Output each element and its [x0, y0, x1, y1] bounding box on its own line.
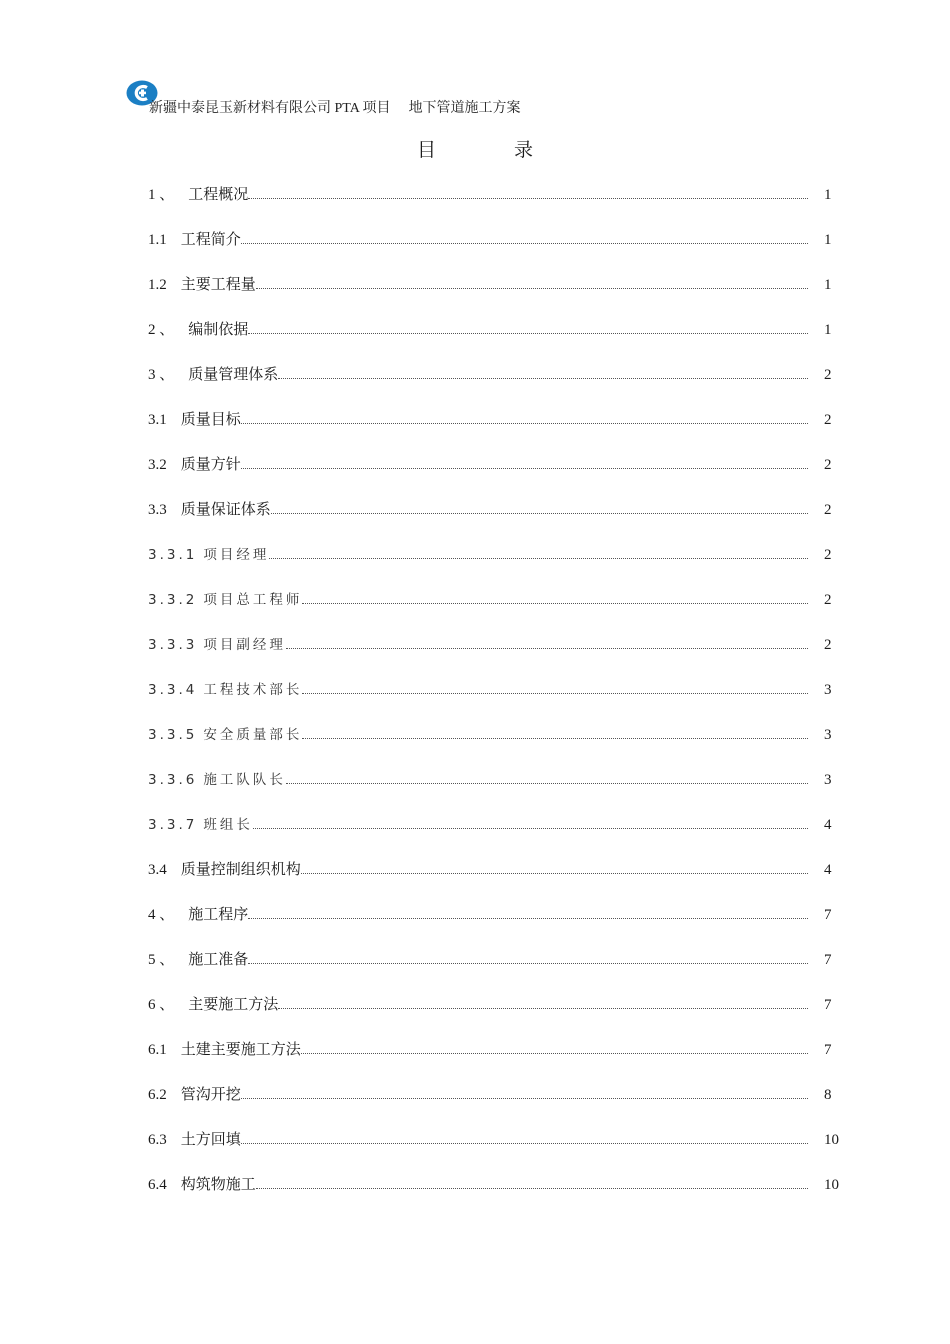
- toc-entry-label: 土建主要施工方法: [180, 1042, 301, 1058]
- toc-dot-leader: [248, 903, 808, 919]
- toc-entry-label: 编制依据: [188, 322, 249, 338]
- toc-entry[interactable]: [148, 498, 860, 543]
- toc-entry-page: 1: [824, 232, 832, 248]
- toc-entry-page: 3: [824, 772, 832, 788]
- toc-entry-page: 1: [824, 187, 832, 203]
- toc-entry[interactable]: [148, 363, 860, 408]
- toc-entry-number: 3.1: [148, 412, 167, 428]
- toc-entry-page: 2: [824, 502, 832, 518]
- toc-entry[interactable]: [148, 543, 860, 588]
- toc-entry-number: 3.3.7: [148, 817, 198, 833]
- toc-dot-leader: [248, 948, 808, 964]
- toc-entry-label: 主要工程量: [180, 277, 256, 293]
- toc-entry[interactable]: [148, 318, 860, 363]
- toc-entry-page: 1: [824, 277, 832, 293]
- toc-entry-label: 安全质量部长: [203, 727, 303, 743]
- toc-dot-leader: [271, 498, 808, 514]
- toc-entry-number: 4 、: [148, 907, 175, 923]
- toc-entry-label: 管沟开挖: [180, 1087, 241, 1103]
- toc-entry-label: 构筑物施工: [180, 1177, 256, 1193]
- toc-entry-label: 质量保证体系: [180, 502, 271, 518]
- toc-entry-page: 10: [824, 1177, 839, 1193]
- toc-entry[interactable]: [148, 183, 860, 228]
- toc-entry-number: 3 、: [148, 367, 175, 383]
- toc-title: [0, 139, 950, 163]
- toc-entry[interactable]: [148, 273, 860, 318]
- toc-entry-number: 6.1: [148, 1042, 167, 1058]
- toc-entry-page: 1: [824, 322, 832, 338]
- toc-entry[interactable]: [148, 453, 860, 498]
- toc-dot-leader: [269, 543, 808, 559]
- toc-entry-page: 2: [824, 367, 832, 383]
- toc-dot-leader: [302, 678, 808, 694]
- toc-dot-leader: [286, 633, 808, 649]
- toc-entry-number: 3.3.5: [148, 727, 198, 743]
- toc-entry-page: 4: [824, 862, 832, 878]
- toc-entry-page: 2: [824, 412, 832, 428]
- toc-dot-leader: [256, 1173, 808, 1189]
- toc-entry[interactable]: [148, 408, 860, 453]
- toc-entry-number: 3.3.4: [148, 682, 198, 698]
- toc-entry-label: 质量管理体系: [188, 367, 279, 383]
- toc-entry[interactable]: [148, 813, 860, 858]
- toc-entry-label: 质量方针: [180, 457, 241, 473]
- toc-entry-number: 6.4: [148, 1177, 167, 1193]
- toc-dot-leader: [241, 228, 808, 244]
- toc-entry-number: 3.2: [148, 457, 167, 473]
- toc-title-left: 目: [416, 140, 436, 161]
- toc-entry-number: 1.1: [148, 232, 167, 248]
- toc-dot-leader: [241, 1083, 808, 1099]
- toc-entry[interactable]: [148, 588, 860, 633]
- toc-dot-leader: [301, 858, 808, 874]
- toc-entry[interactable]: [148, 858, 860, 903]
- toc-entry-page: 2: [824, 637, 832, 653]
- toc-entry-page: 2: [824, 547, 832, 563]
- toc-entry-label: 班组长: [203, 817, 253, 833]
- toc-dot-leader: [241, 408, 808, 424]
- toc-dot-leader: [241, 453, 808, 469]
- toc-dot-leader: [256, 273, 808, 289]
- toc-entry-label: 施工准备: [188, 952, 249, 968]
- toc-entry-label: 施工程序: [188, 907, 249, 923]
- toc-entry-page: 2: [824, 457, 832, 473]
- toc-entry-number: 3.3.3: [148, 637, 198, 653]
- toc-entry-number: 6 、: [148, 997, 175, 1013]
- toc-dot-leader: [278, 993, 808, 1009]
- toc-entry-label: 工程技术部长: [203, 682, 303, 698]
- toc-entry-number: 5 、: [148, 952, 175, 968]
- toc-entry[interactable]: [148, 633, 860, 678]
- toc-entry-page: 8: [824, 1087, 832, 1103]
- toc-entry[interactable]: [148, 948, 860, 993]
- toc-entry[interactable]: [148, 678, 860, 723]
- toc-entry-page: 7: [824, 1042, 832, 1058]
- toc-entry-label: 施工队队长: [203, 772, 286, 788]
- toc-entry[interactable]: [148, 1128, 860, 1173]
- toc-entry-page: 10: [824, 1132, 839, 1148]
- toc-entry[interactable]: [148, 723, 860, 768]
- toc-entry-label: 主要施工方法: [188, 997, 279, 1013]
- toc-entry-page: 7: [824, 907, 832, 923]
- toc-entry-number: 6.2: [148, 1087, 167, 1103]
- toc-entry[interactable]: [148, 228, 860, 273]
- toc-entry[interactable]: [148, 768, 860, 813]
- toc-entry[interactable]: [148, 903, 860, 948]
- toc-title-right: 录: [514, 140, 534, 161]
- toc-entry-label: 质量目标: [180, 412, 241, 428]
- toc-dot-leader: [278, 363, 808, 379]
- toc-dot-leader: [248, 318, 808, 334]
- header-doc-title: 地下管道施工方案: [408, 101, 521, 116]
- toc-entry-label: 土方回填: [180, 1132, 241, 1148]
- toc-entry-number: 1 、: [148, 187, 175, 203]
- toc-dot-leader: [286, 768, 808, 784]
- toc-entry-number: 3.3: [148, 502, 167, 518]
- toc-dot-leader: [301, 1038, 808, 1054]
- toc-entry-label: 质量控制组织机构: [180, 862, 301, 878]
- toc-entry-label: 工程概况: [188, 187, 249, 203]
- toc-dot-leader: [248, 183, 808, 199]
- toc-dot-leader: [302, 588, 808, 604]
- toc-entry-label: 项目总工程师: [203, 592, 303, 608]
- toc-entry-label: 项目经理: [203, 547, 270, 563]
- toc-entry-number: 3.3.1: [148, 547, 198, 563]
- toc-entry-label: 工程简介: [180, 232, 241, 248]
- toc-entry-page: 7: [824, 952, 832, 968]
- toc-entry-page: 3: [824, 682, 832, 698]
- toc-entry-number: 1.2: [148, 277, 167, 293]
- toc-entry[interactable]: [148, 1038, 860, 1083]
- toc-entry-page: 4: [824, 817, 832, 833]
- header-company: 新疆中泰昆玉新材料有限公司 PTA 项目: [149, 101, 391, 116]
- toc-entry-page: 2: [824, 592, 832, 608]
- toc-dot-leader: [253, 813, 808, 829]
- table-of-contents: [148, 183, 860, 1218]
- toc-entry-number: 3.4: [148, 862, 167, 878]
- toc-dot-leader: [241, 1128, 808, 1144]
- toc-entry-number: 2 、: [148, 322, 175, 338]
- toc-dot-leader: [302, 723, 808, 739]
- toc-entry-label: 项目副经理: [203, 637, 286, 653]
- toc-entry[interactable]: [148, 1083, 860, 1128]
- toc-entry-number: 3.3.6: [148, 772, 198, 788]
- toc-entry[interactable]: [148, 1173, 860, 1218]
- toc-entry-page: 3: [824, 727, 832, 743]
- toc-entry-page: 7: [824, 997, 832, 1013]
- toc-entry-number: 6.3: [148, 1132, 167, 1148]
- running-header: [149, 99, 521, 119]
- toc-entry-number: 3.3.2: [148, 592, 198, 608]
- toc-entry[interactable]: [148, 993, 860, 1038]
